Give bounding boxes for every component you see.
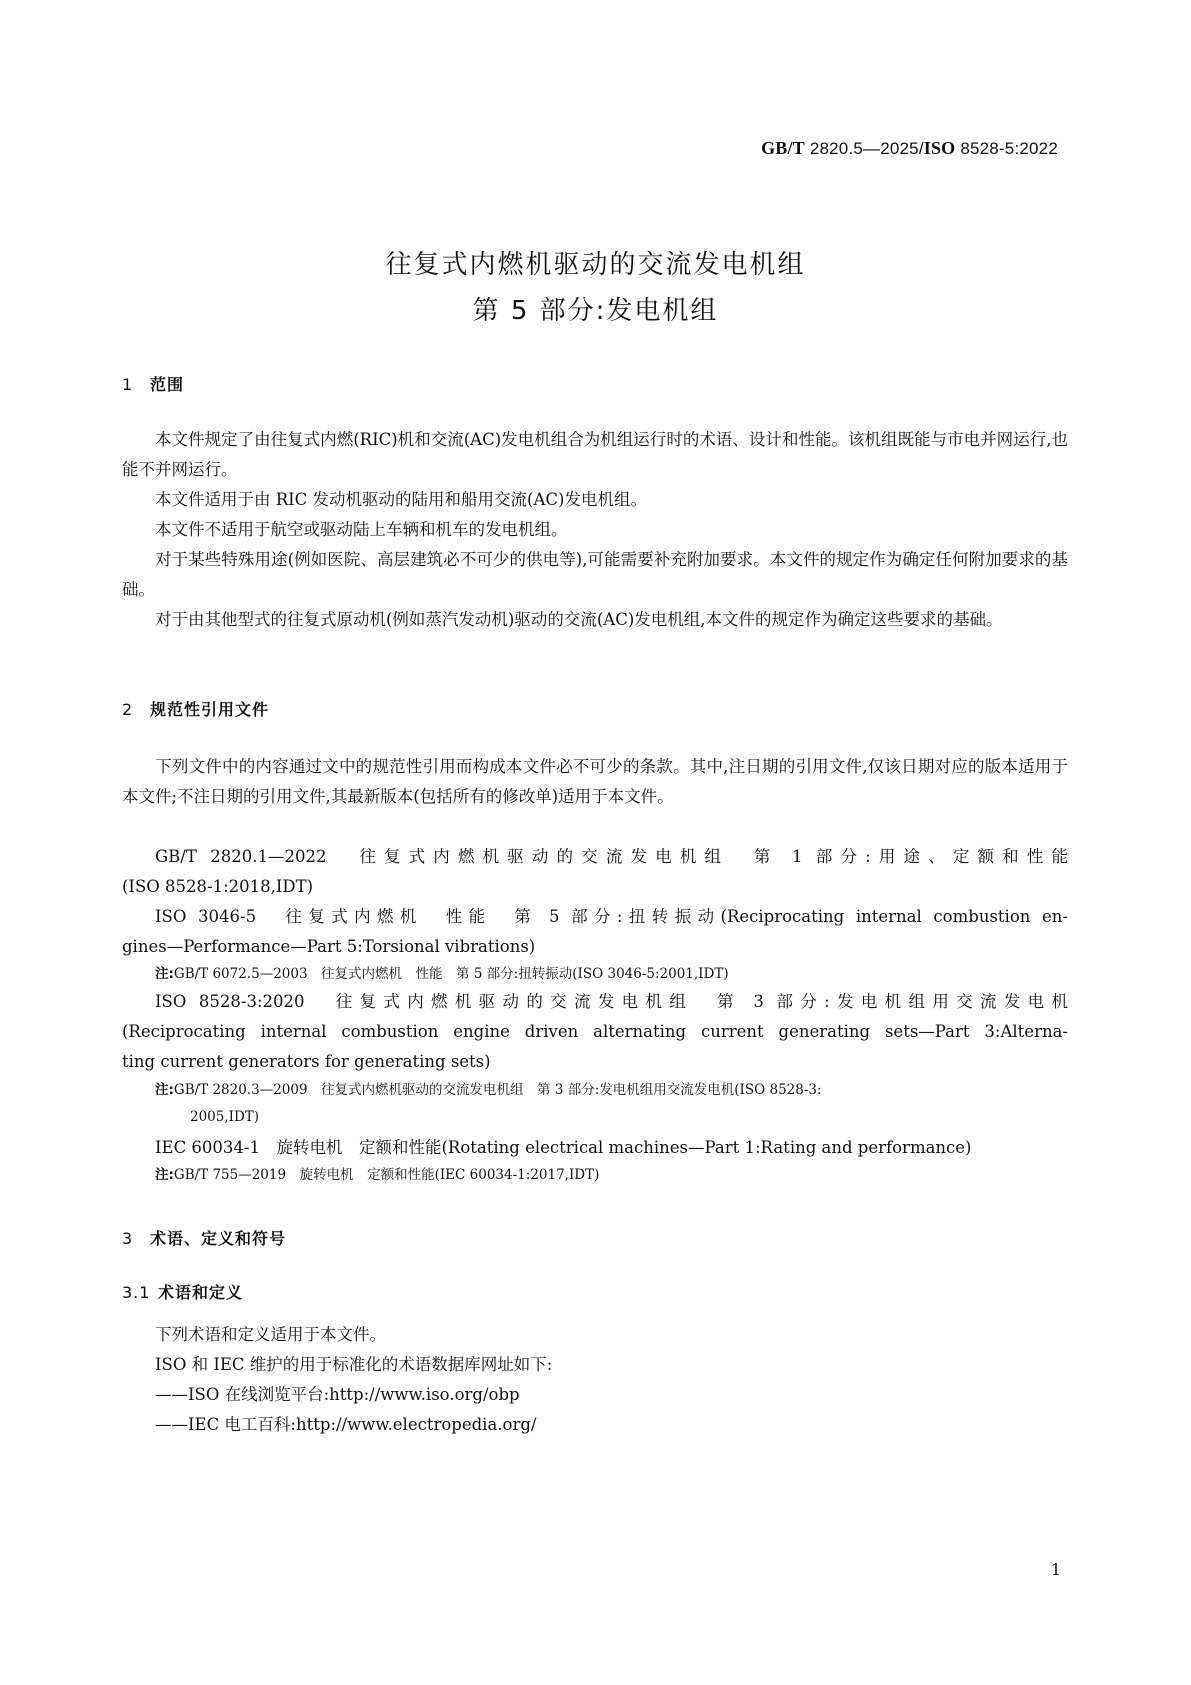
std-code-prefix: GB/T: [761, 138, 805, 158]
section-number: 1: [122, 375, 134, 394]
electropedia-link[interactable]: ——IEC 电工百科:http://www.electropedia.org/: [155, 1415, 537, 1434]
reference-3-line-2: (Reciprocating internal combustion engine driven alternating current generating sets—Part 3:Alterna-: [122, 1022, 1068, 1041]
reference-3-note: [155, 1077, 1068, 1104]
section-number: 3.1: [122, 1283, 151, 1302]
reference-4-note: [155, 1162, 1068, 1189]
scope-paragraph-1: 本文件规定了由往复式内燃(RIC)机和交流(AC)发电机组合为机组运行时的术语、设计和性能。该机组既能与市电并网运行,也能不并网运行。: [122, 430, 1068, 479]
iso-obp-link[interactable]: ——ISO 在线浏览平台:http://www.iso.org/obp: [155, 1385, 520, 1404]
terms-database-line: ISO 和 IEC 维护的用于标准化的术语数据库网址如下:: [155, 1355, 553, 1374]
section-title: 术语、定义和符号: [150, 1229, 287, 1248]
reference-1-line-2: (ISO 8528-1:2018,IDT): [122, 877, 314, 896]
reference-4-line-1: IEC 60034-1 旋转电机 定额和性能(Rotating electrical machines—Part 1:Rating and performance): [155, 1138, 972, 1157]
terms-intro-line: 下列术语和定义适用于本文件。: [155, 1325, 386, 1344]
section-2-heading: [122, 697, 269, 720]
reference-2-note: [155, 961, 1068, 988]
reference-2-line-2: gines—Performance—Part 5:Torsional vibrations): [122, 937, 536, 956]
normative-references-intro: 下列文件中的内容通过文中的规范性引用而构成本文件必不可少的条款。其中,注日期的引用文件,仅该日期对应的版本适用于本文件;不注日期的引用文件,其最新版本(包括所有的修改单)适用于本文件。: [122, 757, 1068, 806]
section-number: 3: [122, 1229, 134, 1248]
scope-paragraph-3: 本文件不适用于航空或驱动陆上车辆和机车的发电机组。: [155, 520, 568, 539]
iso-number: 8528-5:2022: [955, 139, 1058, 158]
reference-3-line-3: ting current generators for generating sets): [122, 1052, 491, 1071]
scope-paragraph-4: 对于某些特殊用途(例如医院、高层建筑必不可少的供电等),可能需要补充附加要求。本文件的规定作为确定任何附加要求的基础。: [122, 550, 1068, 599]
note-text: GB/T 2820.3—2009 往复式内燃机驱动的交流发电机组 第 3 部分:发电机组用交流发电机(ISO 8528-3:: [173, 1082, 822, 1098]
standard-code-header: [761, 138, 1058, 159]
reference-3-note-continuation: 2005,IDT): [190, 1109, 260, 1125]
reference-2-line-1: ISO 3046-5 往复式内燃机 性能 第 5 部分:扭转振动(Reciprocating internal combustion en-: [155, 907, 1068, 926]
section-3-1-heading: [122, 1280, 243, 1303]
section-title: 术语和定义: [158, 1283, 244, 1302]
reference-1-line-1: GB/T 2820.1—2022 往复式内燃机驱动的交流发电机组 第 1 部分:用途、定额和性能: [155, 847, 1068, 866]
note-label: 注:: [155, 1082, 174, 1098]
scope-paragraph-2: 本文件适用于由 RIC 发动机驱动的陆用和船用交流(AC)发电机组。: [155, 490, 647, 509]
note-label: 注:: [155, 966, 174, 982]
section-title: 规范性引用文件: [150, 700, 270, 719]
iso-prefix: ISO: [923, 138, 956, 158]
document-title-line-2: 第 5 部分:发电机组: [472, 296, 719, 326]
note-text: GB/T 6072.5—2003 往复式内燃机 性能 第 5 部分:扭转振动(ISO 3046-5:2001,IDT): [173, 966, 729, 982]
section-1-heading: [122, 372, 184, 395]
scope-paragraph-5: 对于由其他型式的往复式原动机(例如蒸汽发动机)驱动的交流(AC)发电机组,本文件的规定作为确定这些要求的基础。: [155, 610, 1003, 629]
note-label: 注:: [155, 1167, 174, 1183]
note-text: GB/T 755—2019 旋转电机 定额和性能(IEC 60034-1:2017,IDT): [173, 1167, 600, 1183]
reference-3-line-1: ISO 8528-3:2020 往复式内燃机驱动的交流发电机组 第 3 部分:发电机组用交流发电机: [155, 992, 1068, 1011]
section-title: 范围: [150, 375, 185, 394]
page-number: 1: [1050, 1560, 1061, 1579]
document-title-line-1: 往复式内燃机驱动的交流发电机组: [385, 250, 806, 280]
section-3-heading: [122, 1226, 286, 1249]
section-number: 2: [122, 700, 134, 719]
std-code-number: 2820.5—2025/: [804, 139, 924, 158]
